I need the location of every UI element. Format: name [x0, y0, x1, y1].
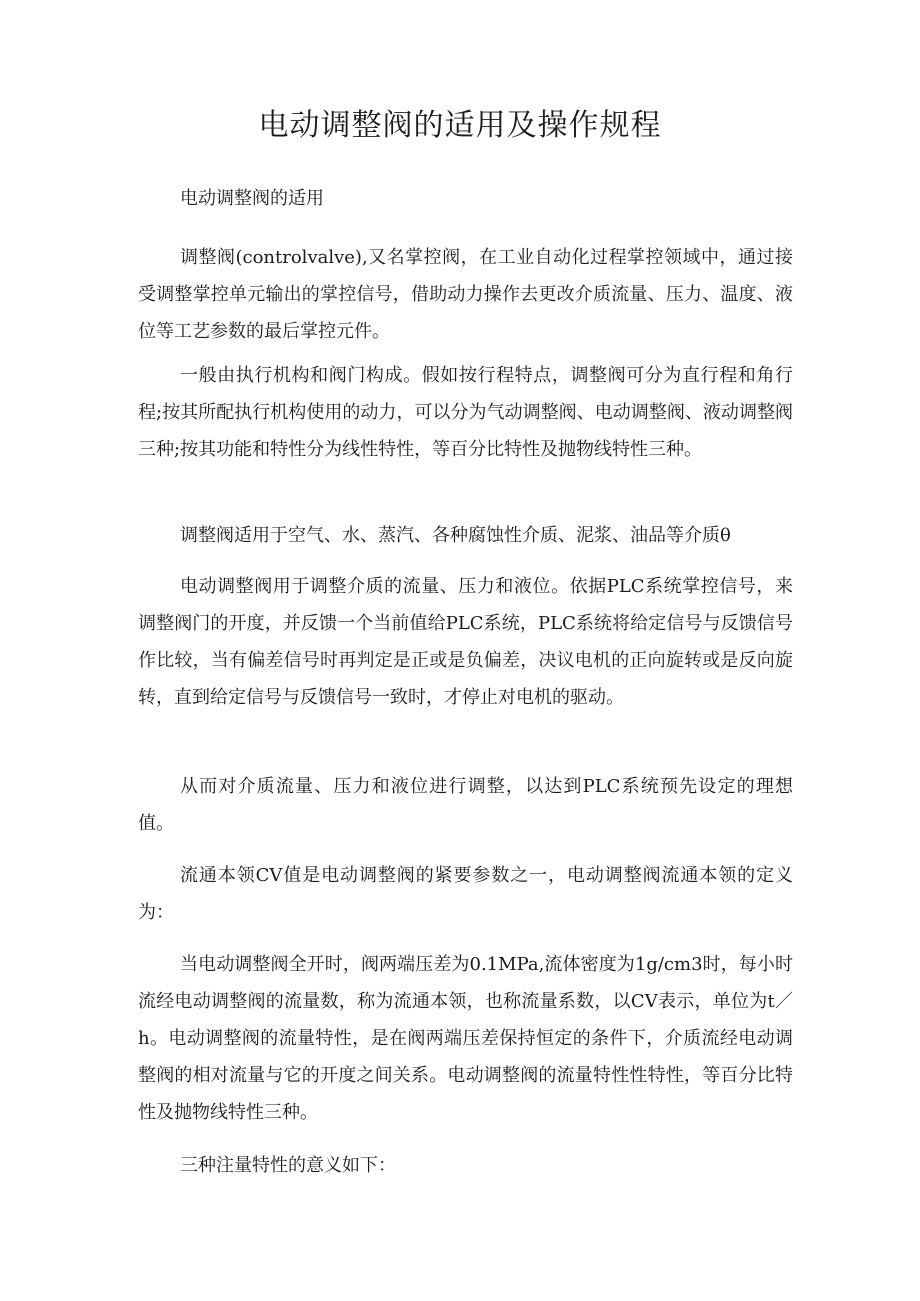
paragraph-plc-control: 电动调整阀用于调整介质的流量、压力和液位。依据PLC系统掌控信号，来调整阀门的开度，并反馈一个当前值给PLC系统，PLC系统将给定信号与反馈信号作比较，当有偏差信号时再判定是正或是负偏差，决议电机的正向旋转或是反向旋转，直到给定信号与反馈信号一致时，才停止对电机的驱动。 [138, 576, 793, 708]
paragraph-composition: 一般由执行机构和阀门构成。假如按行程特点，调整阀可分为直行程和角行程;按其所配执行机构使用的动力，可以分为气动调整阀、电动调整阀、液动调整阀三种;按其功能和特性分为线性特性，等百分比特性及抛物线特性三种。 [138, 365, 793, 460]
paragraph-definition: 调整阀(controlvalve),又名掌控阀，在工业自动化过程掌控领域中，通过接受调整掌控单元输出的掌控信号，借助动力操作去更改介质流量、压力、温度、液位等工艺参数的最后掌控元件。 [138, 247, 793, 342]
paragraph-cv-intro: 流通本领CV值是电动调整阀的紧要参数之一，电动调整阀流通本领的定义为： [138, 865, 793, 923]
paragraph-media: 调整阀适用于空气、水、蒸汽、各种腐蚀性介质、泥浆、油品等介质θ [180, 525, 731, 546]
document-title: 电动调整阀的适用及操作规程 [258, 108, 662, 143]
paragraph-adjustment-result: 从而对介质流量、压力和液位进行调整，以达到PLC系统预先设定的理想值。 [138, 776, 793, 834]
section-heading: 电动调整阀的适用 [180, 188, 324, 209]
paragraph-cv-definition: 当电动调整阀全开时，阀两端压差为0.1MPa,流体密度为1g/cm3时，每小时流经电动调整阀的流量数，称为流通本领，也称流量系数，以CV表示，单位为t／h。电动调整阀的流量特性，是在阀两端压差保持恒定的条件下，介质流经电动调整阀的相对流量与它的开度之间关系。电动调整阀的流量特性性特性，等百分比特性及抛物线特性三种。 [138, 954, 793, 1123]
paragraph-flow-characteristics: 三种注量特性的意义如下： [180, 1155, 396, 1176]
